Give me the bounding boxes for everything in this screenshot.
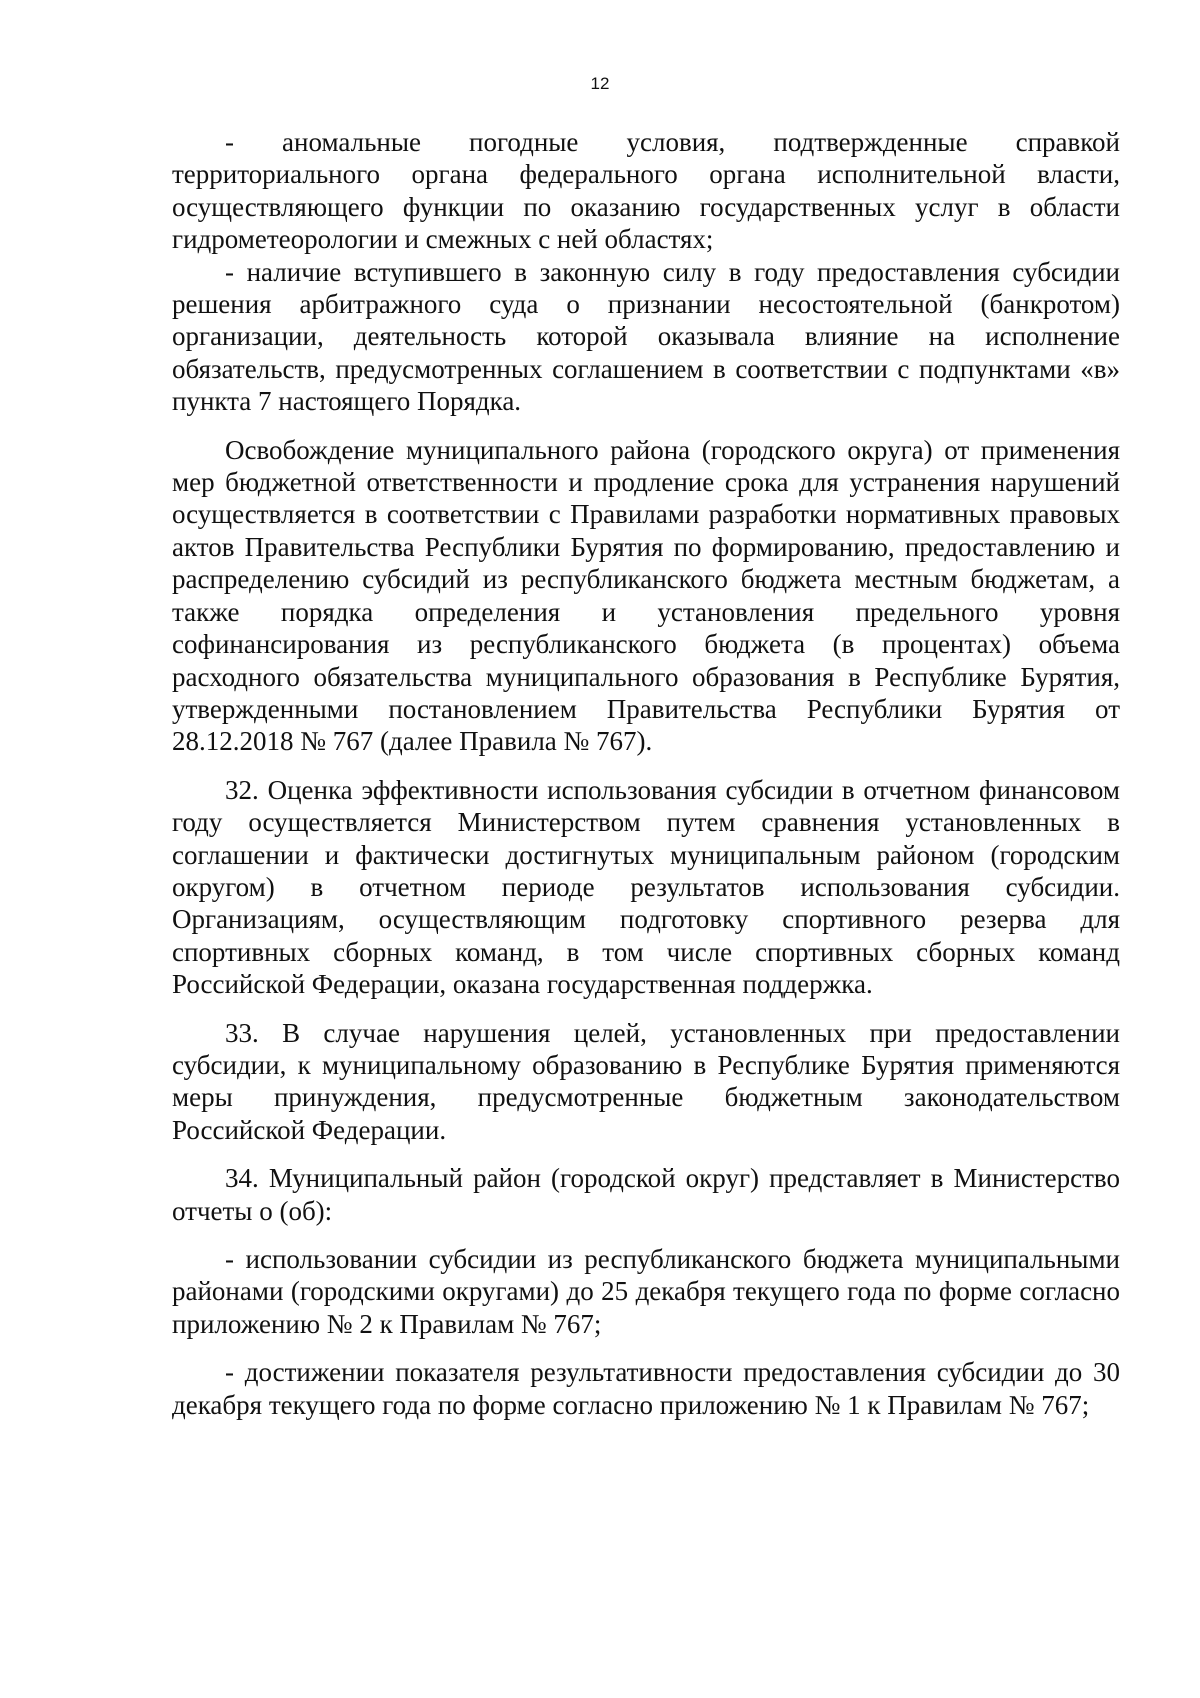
paragraph-weather-conditions: - аномальные погодные условия, подтвержденные справкой территориального органа федерального органа исполнительной власти, осуществляющего функции по оказанию государственных услуг в области гидрометеорологии и смежных с ней областях; <box>172 127 1120 255</box>
page-number: 12 <box>590 74 610 93</box>
paragraph-report-subsidy-usage: - использовании субсидии из республиканского бюджета муниципальными районами (городскими округами) до 25 декабря текущего года по форме согласно приложению № 2 к Правилам № 767; <box>172 1244 1120 1339</box>
document-body <box>172 126 1120 1421</box>
paragraph-exemption-rules: Освобождение муниципального района (городского округа) от применения мер бюджетной ответственности и продление срока для устранения нарушений осуществляется в соответствии с Правилами разработки нормативных правовых актов Правительства Республики Бурятия по формированию, предоставлению и распределению субсидий из республиканского бюджета местным бюджетам, а также порядка определения и установления предельного уровня софинансирования из республиканского бюджета (в процентах) объема расходного обязательства муниципального образования в Республике Бурятия, утвержденными постановлением Правительства Республики Бурятия от 28.12.2018 № 767 (далее Правила № 767). <box>172 434 1120 757</box>
paragraph-bankruptcy-decision: - наличие вступившего в законную силу в году предоставления субсидии решения арбитражного суда о признании несостоятельной (банкротом) организации, деятельность которой оказывала влияние на исполнение обязательств, предусмотренных соглашением в соответствии с подпунктами «в» пункта 7 настоящего Порядка. <box>172 256 1120 417</box>
paragraph-report-performance-indicator: - достижении показателя результативности предоставления субсидии до 30 декабря текущего года по форме согласно приложению № 1 к Правилам № 767; <box>172 1357 1120 1420</box>
paragraph-33-violation-measures: 33. В случае нарушения целей, установленных при предоставлении субсидии, к муниципальному образованию в Республике Бурятия применяются меры принуждения, предусмотренные бюджетным законодательством Российской Федерации. <box>172 1017 1120 1145</box>
paragraph-32-efficiency-assessment: 32. Оценка эффективности использования субсидии в отчетном финансовом году осуществляется Министерством путем сравнения установленных в соглашении и фактически достигнутых муниципальным районом (городским округом) в отчетном периоде результатов использования субсидии. Организациям, осуществляющим подготовку спортивного резерва для спортивных сборных команд, в том числе спортивных сборных команд Российской Федерации, оказана государственная поддержка. <box>172 774 1120 1000</box>
paragraph-34-reports: 34. Муниципальный район (городской округ) представляет в Министерство отчеты о (об): <box>172 1163 1120 1226</box>
